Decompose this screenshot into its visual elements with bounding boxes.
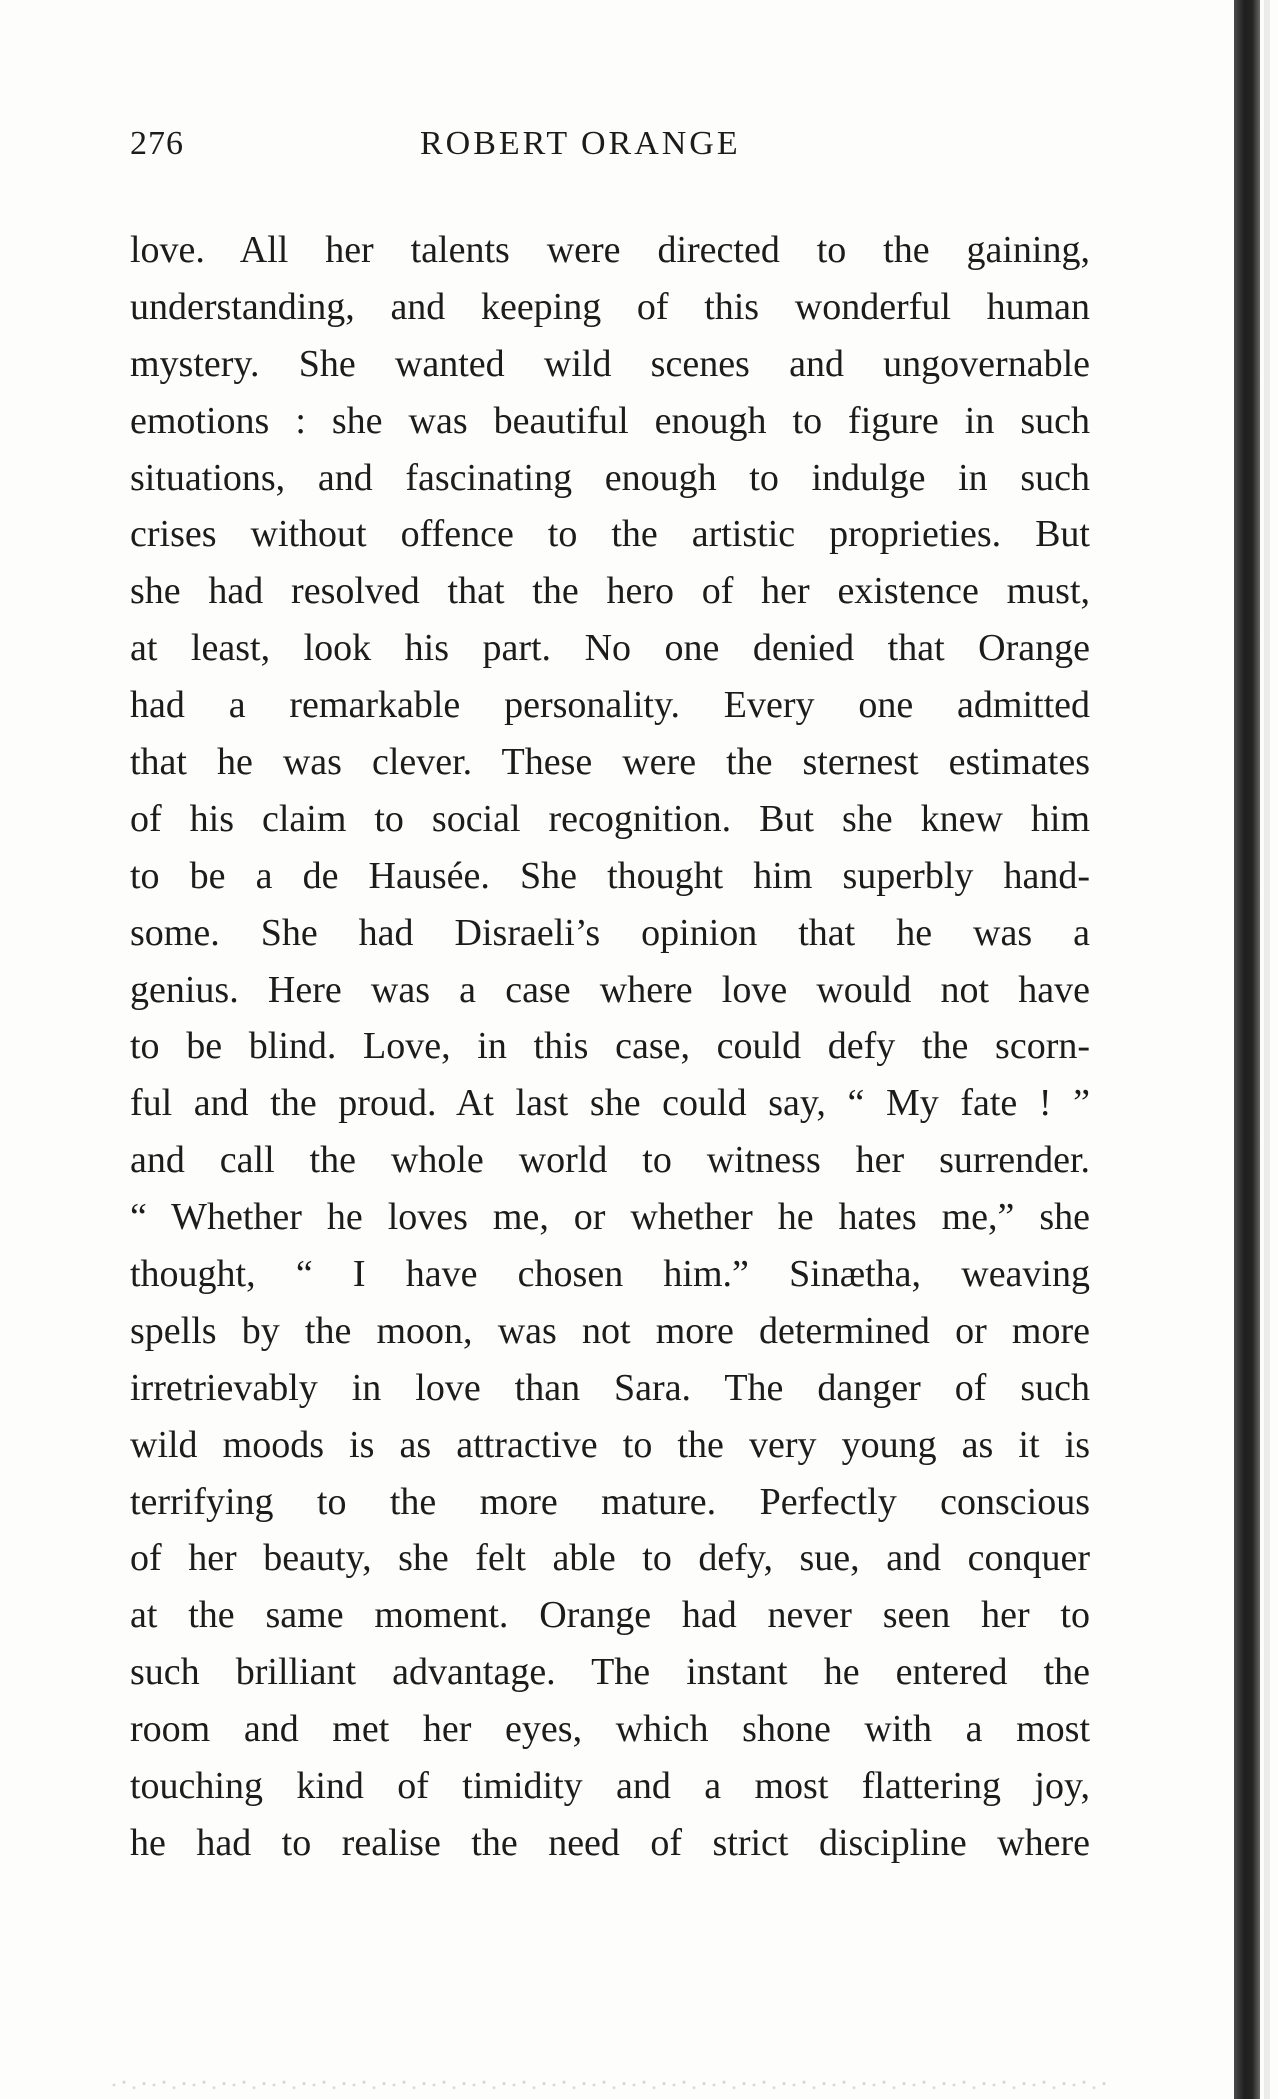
text-line: terrifying to the more mature. Perfectly conscious xyxy=(130,1480,1090,1523)
page-header xyxy=(130,125,1090,175)
text-line: at the same moment. Orange had never seen her to xyxy=(130,1594,1090,1637)
text-line: understanding, and keeping of this wonderful human xyxy=(130,285,1090,328)
running-title: ROBERT ORANGE xyxy=(420,125,741,162)
text-line: of his claim to social recognition. But she knew him xyxy=(130,797,1090,840)
text-line: thought, “ I have chosen him.” Sinætha, weaving xyxy=(130,1253,1090,1296)
binding-shadow xyxy=(1234,0,1260,2099)
text-line: to be blind. Love, in this case, could defy the scorn- xyxy=(130,1025,1090,1068)
text-line: ful and the proud. At last she could say, “ My fate ! ” xyxy=(130,1082,1090,1125)
page-number: 276 xyxy=(130,125,184,162)
text-line: at least, look his part. No one denied that Orange xyxy=(130,627,1090,670)
text-line: of her beauty, she felt able to defy, sue, and conquer xyxy=(130,1537,1090,1580)
scan-speckle xyxy=(110,2071,1110,2099)
text-line: touching kind of timidity and a most flattering joy, xyxy=(130,1765,1090,1808)
body-text xyxy=(130,222,1090,1872)
text-line: mystery. She wanted wild scenes and ungovernable xyxy=(130,342,1090,385)
text-line: she had resolved that the hero of her existence must, xyxy=(130,570,1090,613)
text-line: had a remarkable personality. Every one admitted xyxy=(130,684,1090,727)
text-line: wild moods is as attractive to the very young as it is xyxy=(130,1423,1090,1466)
text-line: room and met her eyes, which shone with a most xyxy=(130,1708,1090,1751)
text-line: genius. Here was a case where love would not have xyxy=(130,968,1090,1011)
text-line: and call the whole world to witness her surrender. xyxy=(130,1139,1090,1182)
text-line: some. She had Disraeli’s opinion that he was a xyxy=(130,911,1090,954)
text-line: crises without offence to the artistic proprieties. But xyxy=(130,513,1090,556)
text-line: spells by the moon, was not more determined or more xyxy=(130,1309,1090,1352)
binding-edge xyxy=(1264,0,1270,2099)
text-line: to be a de Hausée. She thought him superbly hand- xyxy=(130,854,1090,897)
text-line: he had to realise the need of strict discipline where xyxy=(130,1821,1090,1864)
text-line: “ Whether he loves me, or whether he hates me,” she xyxy=(130,1196,1090,1239)
text-line: that he was clever. These were the sternest estimates xyxy=(130,741,1090,784)
text-line: irretrievably in love than Sara. The danger of such xyxy=(130,1366,1090,1409)
text-line: situations, and fascinating enough to indulge in such xyxy=(130,456,1090,499)
text-line: love. All her talents were directed to the gaining, xyxy=(130,229,1090,271)
text-line: emotions : she was beautiful enough to figure in such xyxy=(130,399,1090,442)
text-line: such brilliant advantage. The instant he entered the xyxy=(130,1651,1090,1694)
